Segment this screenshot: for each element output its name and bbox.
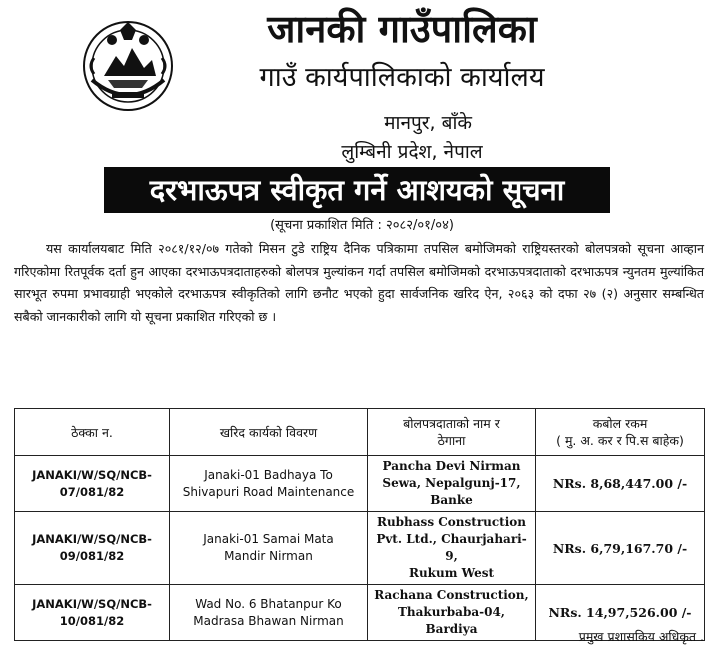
work-description: Janaki-01 Samai Mata Mandir Nirman — [170, 512, 368, 585]
published-date: (सूचना प्रकाशित मिति : २०८२/०१/०४) — [270, 218, 454, 233]
table-header-row — [15, 409, 705, 456]
header-amount: कबोल रकम ( मु. अ. कर र पि.स बाहेक) — [536, 409, 705, 456]
municipality-name: जानकी गाउँपालिका — [267, 7, 537, 51]
header-bidder: बोलपत्रदाताको नाम र ठेगाना — [368, 409, 536, 456]
office-location: मानपुर, बाँके — [384, 112, 472, 134]
bidder-name-address: Pancha Devi Nirman Sewa, Nepalgunj-17, Banke — [368, 456, 536, 512]
contract-code: JANAKI/W/SQ/NCB- 10/081/82 — [15, 585, 170, 641]
bid-amount: NRs. 14,97,526.00 /- — [536, 585, 705, 641]
work-description: Janaki-01 Badhaya To Shivapuri Road Maintenance — [170, 456, 368, 512]
notice-body: यस कार्यालयबाट मिति २०८१/१२/०७ गतेको मिसन टुडे राष्ट्रिय दैनिक पत्रिकामा तपसिल बमोजिमको राष्ट्रियस्तरको बोलपत्रको सूचना आव्हान गरिएकोमा रितपूर्वक दर्ता हुन आएका दरभाऊपत्रदाताहरुको बोलपत्र मुल्यांकन गर्दा तपसिल बमोजिमको दरभाऊपत्रदाताको दरभाऊपत्र न्युनतम मुल्यांकित सारभूत रुपमा प्रभावग्राही भएकोले दरभाऊपत्र स्वीकृतिको लागि छनौट भएको हुदा सार्वजनिक खरिद ऐन, २०६३ को दफा २७ (२) अनुसार सम्बन्धित सबैको जानकारीको लागि यो सूचना प्रकाशित गरिएको छ । — [14, 241, 704, 324]
contract-code: JANAKI/W/SQ/NCB- 09/081/82 — [15, 512, 170, 585]
work-description: Wad No. 6 Bhatanpur Ko Madrasa Bhawan Nirman — [170, 585, 368, 641]
office-province: लुम्बिनी प्रदेश, नेपाल — [341, 141, 483, 163]
header-contract-no: ठेक्का न. — [15, 409, 170, 456]
bid-acceptance-table — [14, 408, 705, 641]
bid-amount: NRs. 6,79,167.70 /- — [536, 512, 705, 585]
contract-code: JANAKI/W/SQ/NCB- 07/081/82 — [15, 456, 170, 512]
header-work-description: खरिद कार्यको विवरण — [170, 409, 368, 456]
notice-title: दरभाऊपत्र स्वीकृत गर्ने आशयको सूचना — [104, 167, 610, 213]
office-name: गाउँ कार्यपालिकाको कार्यालय — [259, 62, 545, 93]
bid-amount: NRs. 8,68,447.00 /- — [536, 456, 705, 512]
signatory-title: प्रमुख प्रशासकिय अधिकृत . — [578, 629, 704, 644]
table-row — [15, 512, 705, 585]
bidder-name-address: Rachana Construction, Thakurbaba-04, Bardiya — [368, 585, 536, 641]
nepal-government-emblem-icon — [82, 18, 174, 114]
bidder-name-address: Rubhass Construction Pvt. Ltd., Chaurjahari-9, Rukum West — [368, 512, 536, 585]
table-row — [15, 456, 705, 512]
